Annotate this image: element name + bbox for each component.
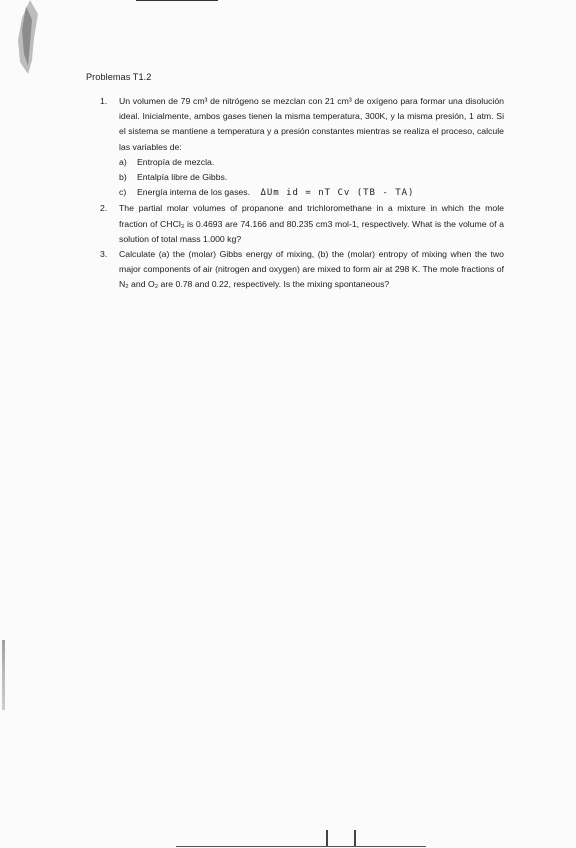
left-edge-shadow — [2, 640, 5, 710]
bottom-tick-mark — [354, 830, 356, 846]
handwritten-formula: ΔUm id = nT Cv (TB - TA) — [260, 188, 415, 199]
problem-text: Un volumen de 79 cm³ de nitrógeno se mezclan con 21 cm³ de oxígeno para formar una disolución ideal. Inicialmente, ambos gases tienen la misma temperatura, 300K, y la misma presión, 1 atm. Si el sistema se mantiene a temperatura y a presión constantes mientras se realiza el proceso, calcule las variables de: — [119, 96, 504, 152]
subitem-letter: b) — [119, 172, 127, 183]
subitem — [119, 155, 504, 170]
top-rule-line — [136, 0, 218, 1]
bottom-rule-line — [176, 846, 426, 847]
subitem-letter: a) — [119, 156, 127, 167]
scan-smudge-mark — [8, 0, 48, 80]
problem-item — [92, 247, 504, 293]
subitem — [119, 170, 504, 185]
subitem — [119, 185, 504, 201]
problem-item — [92, 94, 504, 201]
problem-text: Calculate (a) the (molar) Gibbs energy of mixing, (b) the (molar) entropy of mixing when the two major components of air (nitrogen and oxygen) are mixed to form air at 298 K. The mole fractions of N₂ and O₂ are 0.78 and 0.22, respectively. Is the mixing spontaneous? — [119, 249, 504, 290]
document-title: Problemas T1.2 — [86, 72, 152, 82]
subitem-text: Entalpía libre de Gibbs. — [137, 172, 228, 183]
subitem-text: Entropía de mezcla. — [137, 156, 215, 167]
subitem-letter: c) — [119, 187, 127, 198]
problem-list — [92, 94, 504, 293]
problem-item — [92, 201, 504, 247]
problem-text: The partial molar volumes of propanone and trichloromethane in a mixture in which the mole fraction of CHCl₃ is 0.4693 are 74.166 and 80.235 cm3 mol-1, respectively. What is the volume of a solution of total mass 1.000 kg? — [119, 203, 504, 244]
subitem-list — [119, 155, 504, 202]
bottom-tick-mark — [326, 830, 328, 846]
problem-number: 3. — [100, 249, 108, 260]
problem-number: 2. — [100, 203, 108, 214]
problem-number: 1. — [100, 96, 108, 106]
subitem-text: Energía interna de los gases. — [137, 187, 251, 198]
